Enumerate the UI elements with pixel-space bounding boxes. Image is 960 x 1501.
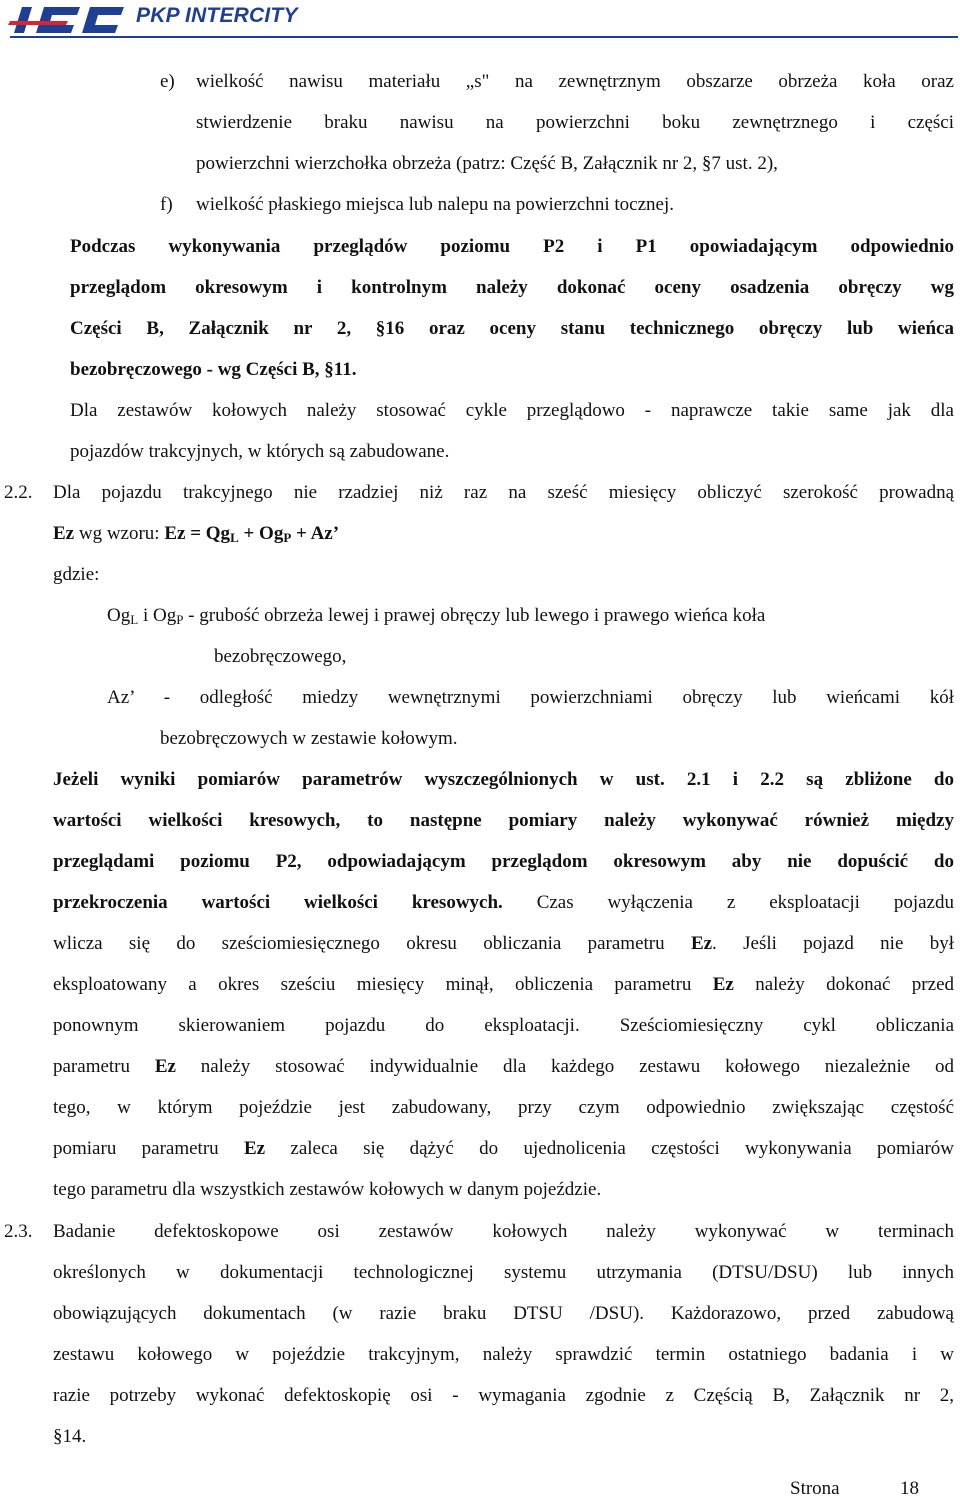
section-2-3-line: określonych w dokumentacji technologicznej systemu utrzymania (DTSU/DSU) lub innych <box>53 1262 954 1283</box>
section-2-3-line: §14. <box>53 1426 87 1447</box>
intercity-logo-icon <box>8 3 126 35</box>
mixed-line: przekroczenia wartości wielkości kresowych. Czas wyłączenia z eksploatacji pojazdu <box>53 892 954 913</box>
section-number-2-3: 2.3. <box>4 1221 33 1242</box>
bold-paragraph-line: przeglądom okresowym i kontrolnym należy dokonać oceny osadzenia obręczy wg <box>70 277 954 298</box>
section-2-3-line: zestawu kołowego w pojeździe trakcyjnym, należy sprawdzić termin ostatniego badania i w <box>53 1344 954 1365</box>
bold-warning-line: Jeżeli wyniki pomiarów parametrów wyszczególnionych w ust. 2.1 i 2.2 są zbliżone do <box>53 769 954 790</box>
az-definition: Az’ - odległość miedzy wewnętrznymi powierzchniami obręczy lub wieńcami kół <box>107 687 954 708</box>
item-e-line: powierzchni wierzchołka obrzeża (patrz: Część B, Załącznik nr 2, §7 ust. 2), <box>196 153 778 174</box>
section-number-2-2: 2.2. <box>4 482 33 503</box>
section-2-3-line: obowiązujących dokumentach (w razie braku DTSU /DSU). Każdorazowo, przed zabudową <box>53 1303 954 1324</box>
page-header <box>0 0 960 40</box>
paragraph-line: Dla zestawów kołowych należy stosować cykle przeglądowo - naprawcze takie same jak dla <box>70 400 954 421</box>
section-2-3-line: Badanie defektoskopowe osi zestawów kołowych należy wykonywać w terminach <box>53 1221 954 1242</box>
og-definition: $Og_L$ i $Og_P$ - grubość obrzeża lewej i prawej obręczy lub lewego i prawego wieńca koła <box>107 605 766 627</box>
section-2-2-line: Dla pojazdu trakcyjnego nie rzadziej niż raz na sześć miesięcy obliczyć szerokość prowadną <box>53 482 954 503</box>
paragraph-line: ponownym skierowaniem pojazdu do eksploatacji. Sześciomiesięczny cykl obliczania <box>53 1015 954 1036</box>
item-f-line: wielkość płaskiego miejsca lub nalepu na powierzchni tocznej. <box>196 194 675 215</box>
mixed-line: eksploatowany a okres sześciu miesięcy minął, obliczenia parametru Ez należy dokonać przed <box>53 974 955 995</box>
bold-warning-line: wartości wielkości kresowych, to następne pomiary należy wykonywać również między <box>53 810 954 831</box>
bold-paragraph-line: Podczas wykonywania przeglądów poziomu P2 i P1 opowiadającym odpowiednio <box>70 236 954 257</box>
section-2-3-line: razie potrzeby wykonać defektoskopię osi - wymagania zgodnie z Częścią B, Załącznik nr 2, <box>53 1385 954 1406</box>
bold-paragraph-line: Części B, Załącznik nr 2, §16 oraz oceny stanu technicznego obręczy lub wieńca <box>70 318 954 339</box>
item-f-marker: f) <box>160 194 173 215</box>
bold-warning-line: przeglądami poziomu P2, odpowiadającym przeglądom okresowym aby nie dopuścić do <box>53 851 954 872</box>
page-number: 18 <box>900 1478 919 1499</box>
brand-name: PKP INTERCITY <box>136 4 298 27</box>
formula-line: Ez wg wzoru: $Ez = Qg_L + Og_P + Az$’ <box>53 523 340 545</box>
page-number-label: Strona <box>790 1478 840 1499</box>
header-rule <box>10 36 958 38</box>
mixed-line: parametru Ez należy stosować indywidualnie dla każdego zestawu kołowego niezależnie od <box>53 1056 955 1077</box>
item-e-line: stwierdzenie braku nawisu na powierzchni boku zewnętrznego i części <box>196 112 954 133</box>
paragraph-line: tego, w którym pojeździe jest zabudowany, przy czym odpowiednio zwiększając częstość <box>53 1097 954 1118</box>
paragraph-line: pojazdów trakcyjnych, w których są zabudowane. <box>70 441 450 462</box>
item-e-marker: e) <box>160 71 175 92</box>
az-definition-cont: bezobręczowych w zestawie kołowym. <box>160 728 458 749</box>
gdzie-label: gdzie: <box>53 564 100 585</box>
bold-paragraph-line: bezobręczowego - wg Części B, §11. <box>70 359 357 380</box>
item-e-line: wielkość nawisu materiału „s" na zewnętrznym obszarze obrzeża koła oraz <box>196 71 954 92</box>
mixed-line: pomiaru parametru Ez zaleca się dążyć do ujednolicenia częstości wykonywania pomiarów <box>53 1138 954 1159</box>
paragraph-line: tego parametru dla wszystkich zestawów kołowych w danym pojeździe. <box>53 1179 602 1200</box>
mixed-line: wlicza się do sześciomiesięcznego okresu obliczania parametru Ez. Jeśli pojazd nie był <box>53 933 954 954</box>
og-definition-cont: bezobręczowego, <box>214 646 347 667</box>
